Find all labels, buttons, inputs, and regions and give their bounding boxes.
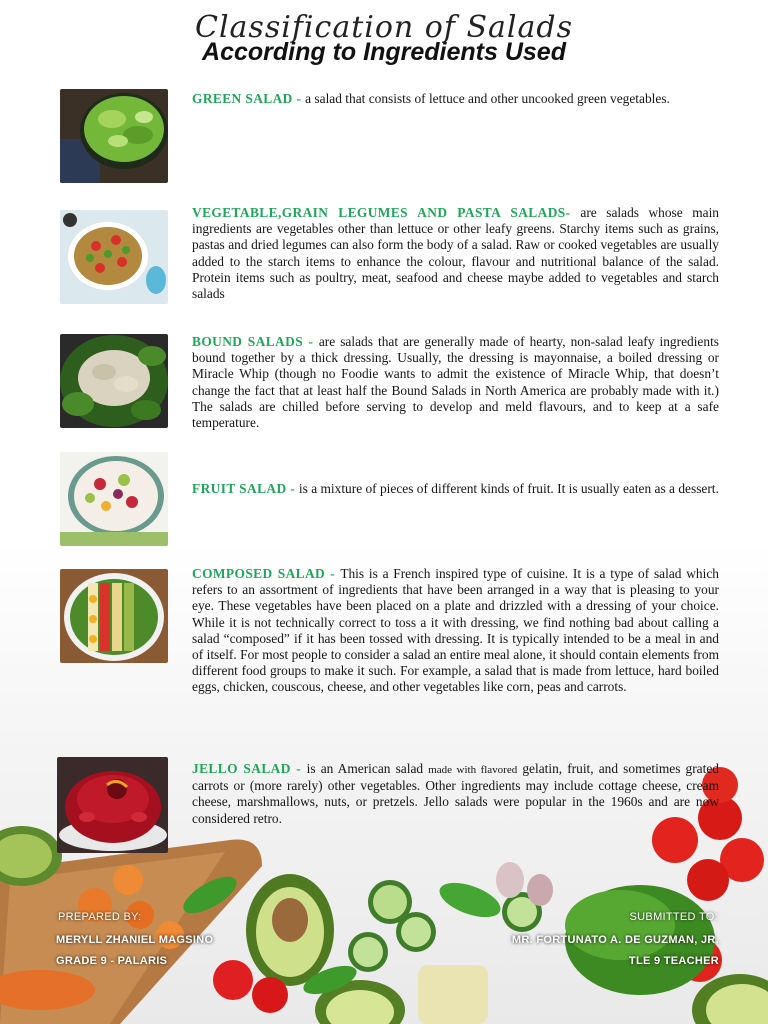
bound-salad-image: [60, 334, 168, 428]
submitted-to-name: MR. FORTUNATO A. DE GUZMAN, JR.: [511, 934, 719, 946]
entry-separator: -: [325, 566, 341, 581]
page-title: According to Ingredients Used: [202, 38, 566, 66]
entry-heading: GREEN SALAD: [192, 91, 293, 106]
entry-body: gelatin, fruit, and sometimes grated carrots or (more rarely) other vegetables. Other ingredients may include cottage cheese, cream cheese, marshmallows, nuts, or pretzels. Jello salads were popular in the 1960s and are now considered retro.: [192, 761, 719, 826]
entry-heading: FRUIT SALAD: [192, 481, 287, 496]
entry-heading: JELLO SALAD: [192, 761, 291, 776]
entry-separator: -: [292, 91, 306, 106]
entry-bound-salads: [192, 334, 719, 431]
entry-separator: -: [286, 481, 299, 496]
submitted-to-role: TLE 9 TEACHER: [628, 955, 719, 967]
vegetable-grain-salad-image: [60, 210, 168, 304]
entry-body: This is a French inspired type of cuisine. It is a type of salad which refers to an assortment of ingredients that have been arranged in a way that is pleasing to your eye. These vegetables have been placed on a plate and drizzled with a dressing of your choice. While it is not technically correct to toss a it with dressing, we find nothing bad about calling a salad “composed” if it has been tossed with dressing. It is typically intended to be a meal in and of itself. For most people to consider a salad an entire meal alone, it should contain elements from different food groups to make it such. For example, a salad that is made from lettuce, hard boiled eggs, chicken, couscous, cheese, and other vegetables like corn, peas and carrots.: [192, 566, 719, 695]
entry-body: are salads whose main ingredients are vegetables other than lettuce or other leafy greens. Starchy items such as grains, pastas and dried legumes can also form the body of a salad. Raw or cooked vegetables are usually added to the starch items to enhance the colour, flavour and nutritional balance of the salad. Protein items such as poultry, meat, seafood and cheese maybe added to vegetables and starch salads: [192, 205, 719, 302]
entry-composed-salad: [192, 566, 719, 696]
entry-body: is an American salad: [306, 761, 429, 776]
entry-heading: COMPOSED SALAD: [192, 566, 326, 581]
composed-salad-image: [60, 569, 168, 663]
entry-vegetable-grain-salads: [192, 205, 719, 302]
green-salad-image: [60, 89, 168, 183]
entry-body: a salad that consists of lettuce and other uncooked green vegetables.: [305, 91, 670, 106]
fruit-salad-image: [60, 452, 168, 546]
jello-salad-image: [57, 757, 168, 853]
entry-body: is a mixture of pieces of different kinds of fruit. It is usually eaten as a dessert.: [298, 481, 719, 496]
entry-separator: -: [290, 761, 307, 776]
entry-green-salad: [192, 91, 719, 107]
title-script: Classification of Salads: [195, 10, 573, 45]
entry-separator: -: [565, 205, 581, 220]
prepared-by-label: PREPARED BY:: [58, 911, 142, 923]
entry-heading: VEGETABLE,GRAIN LEGUMES AND PASTA SALADS: [192, 205, 566, 220]
entry-separator: -: [303, 334, 319, 349]
entry-jello-salad: [192, 761, 719, 827]
entry-body: are salads that are generally made of hearty, non-salad leafy ingredients bound together by a thick dressing. Usually, the dressing is mayonnaise, a boiled dressing or Miracle Whip (though no Foodie wants to admit the existence of Miracle Whip, that doesn’t change the fact that at least half the Bound Salads in North America are probably made with it.) The salads are chilled before serving to develop and meld flavours, and to keep at a safe temperature.: [192, 334, 720, 431]
entry-heading: BOUND SALADS: [192, 334, 304, 349]
prepared-by-name: MERYLL ZHANIEL MAGSINO: [56, 934, 214, 946]
entry-fruit-salad: [192, 481, 719, 497]
submitted-to-label: SUBMITTED TO:: [629, 911, 718, 923]
prepared-by-grade: GRADE 9 - PALARIS: [56, 955, 168, 967]
entry-body-small: made with flavored: [428, 764, 518, 776]
